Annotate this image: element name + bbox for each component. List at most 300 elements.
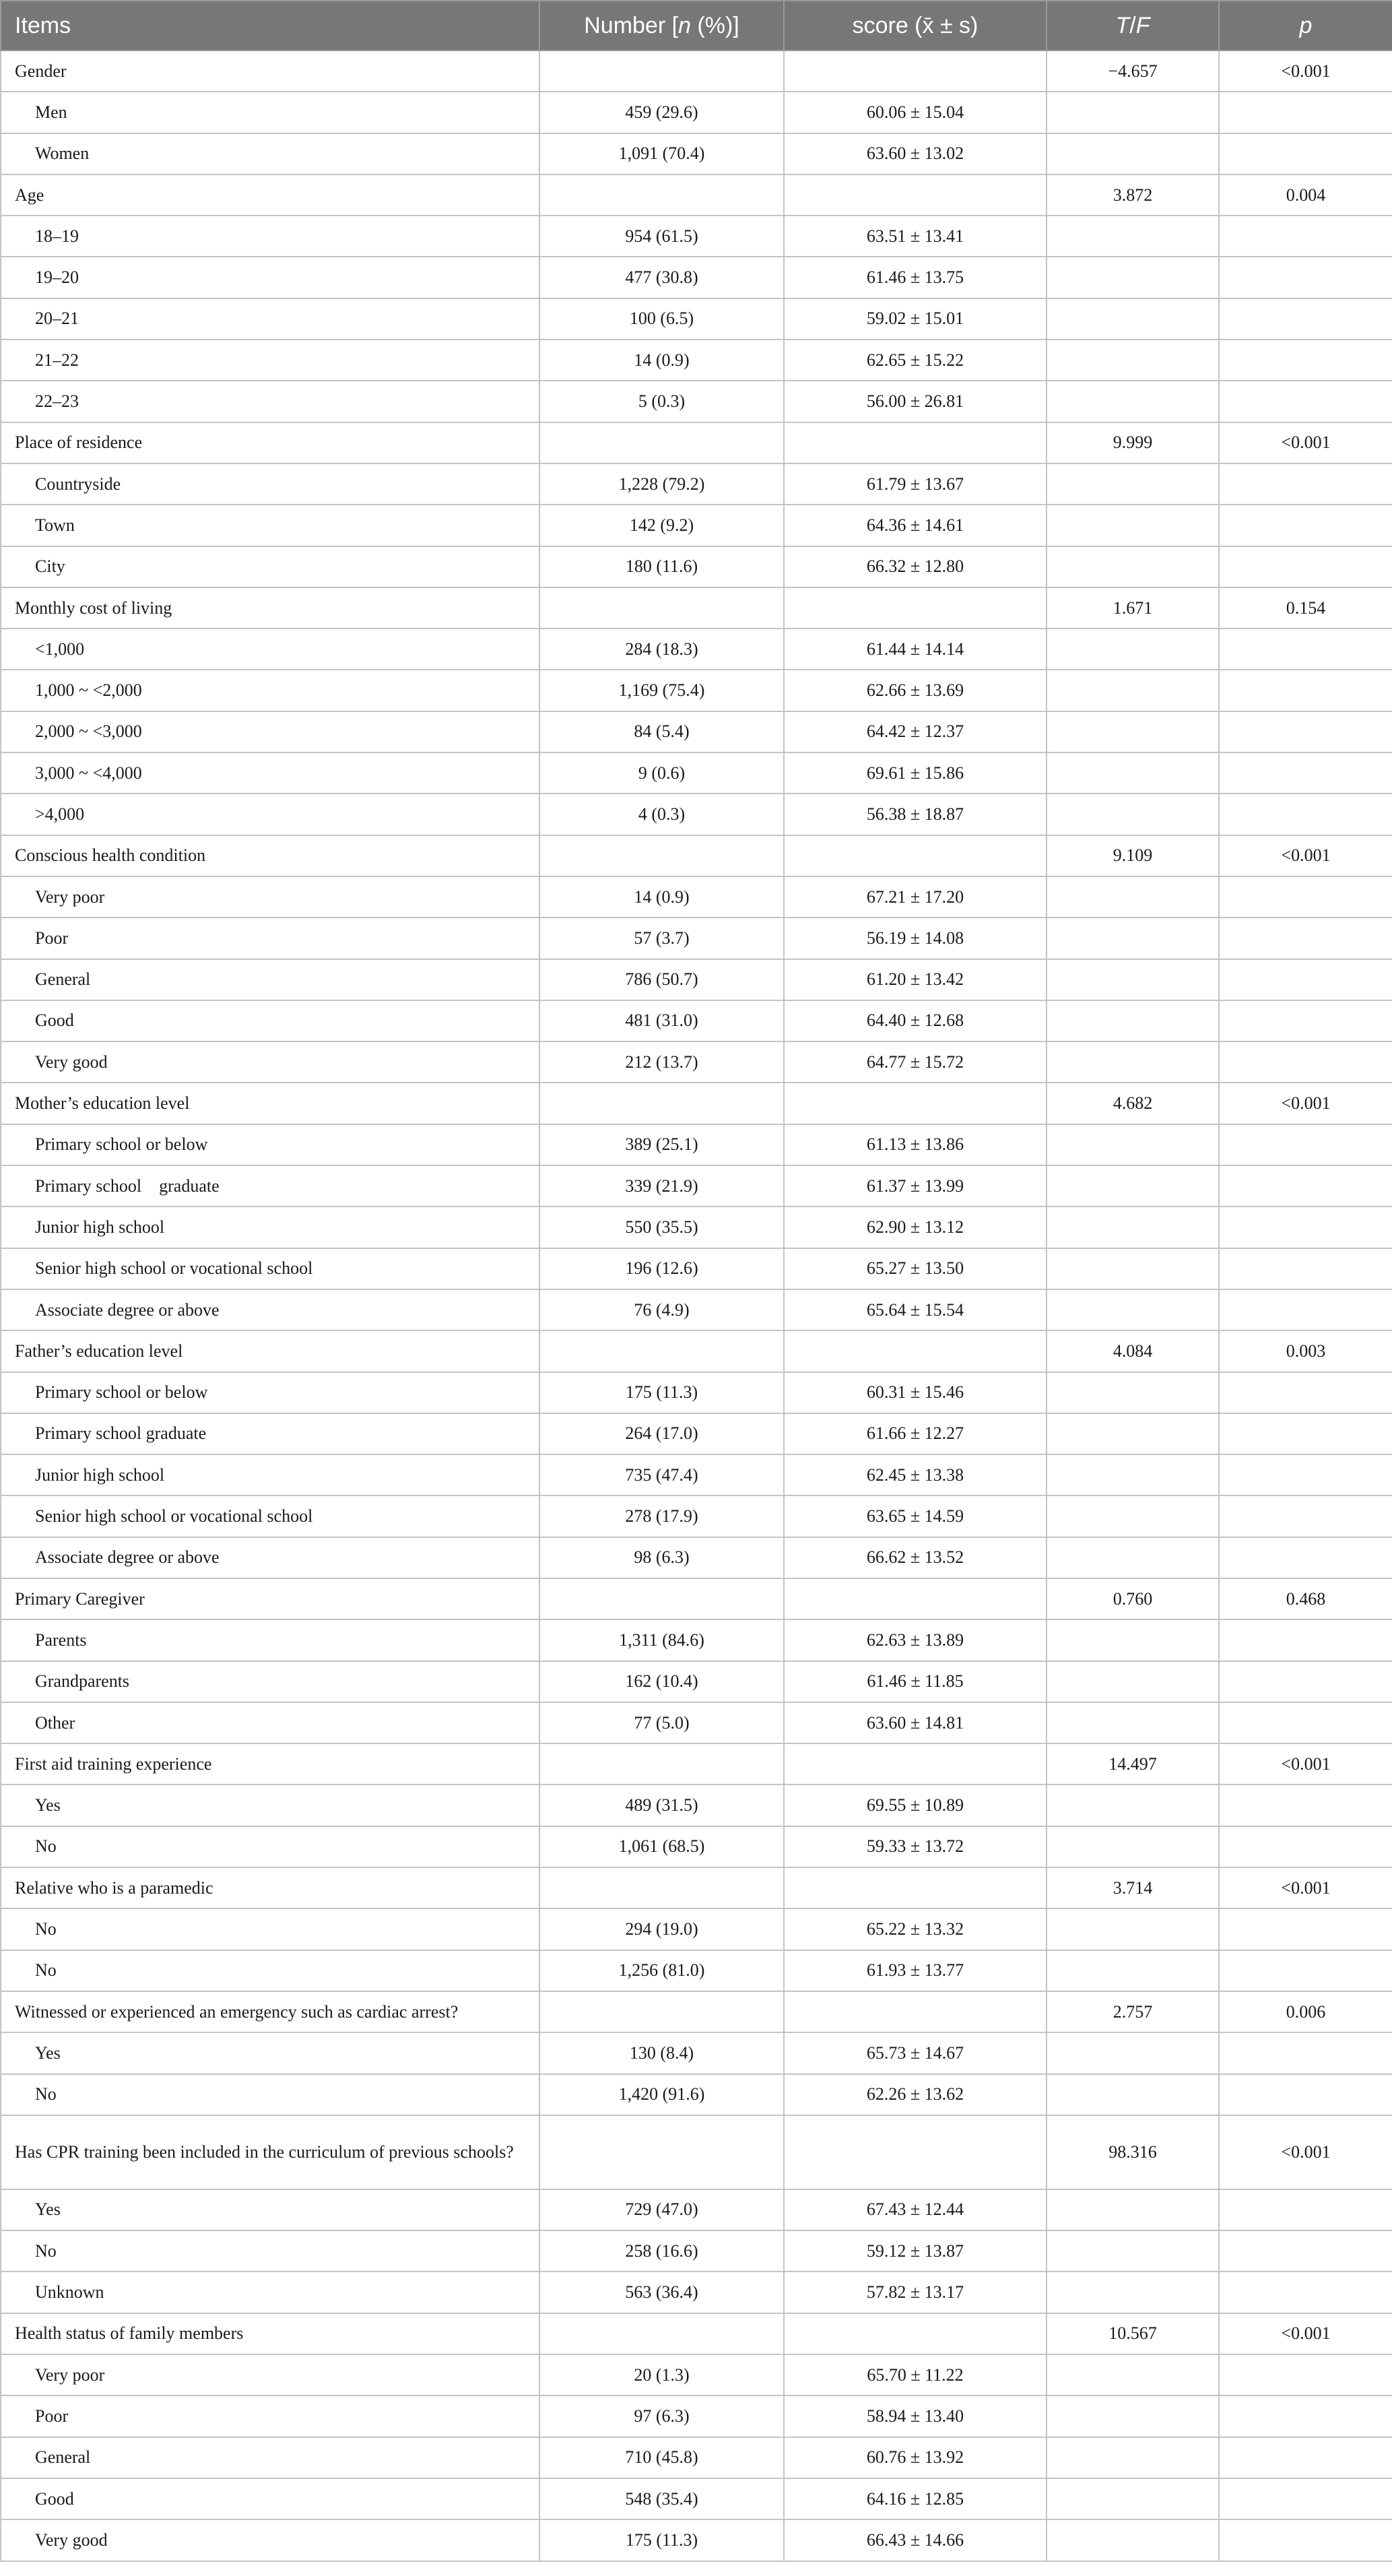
- row-number: 175 (11.3): [539, 2519, 784, 2561]
- row-score: 56.38 ± 18.87: [784, 794, 1047, 835]
- group-label: Relative who is a paramedic: [1, 1867, 539, 1908]
- row-number: 954 (61.5): [539, 216, 784, 257]
- group-number-cell: [539, 1083, 784, 1124]
- table-row: [1, 1702, 1392, 1743]
- row-tf-cell: [1047, 216, 1219, 257]
- row-number: 9 (0.6): [539, 752, 784, 794]
- table-row: [1, 1165, 1392, 1206]
- table-row: [1, 1784, 1392, 1826]
- row-score: 66.43 ± 14.66: [784, 2519, 1047, 2561]
- row-p-cell: [1219, 1784, 1392, 1826]
- group-number-cell: [539, 1867, 784, 1908]
- row-score: 56.19 ± 14.08: [784, 917, 1047, 959]
- row-number: 735 (47.4): [539, 1454, 784, 1495]
- table-row: [1, 876, 1392, 917]
- group-tf-value: 4.084: [1047, 1330, 1219, 1372]
- row-label: Town: [1, 505, 539, 546]
- group-label: Conscious health condition: [1, 835, 539, 876]
- row-label: Associate degree or above: [1, 1537, 539, 1578]
- group-row: [1, 174, 1392, 216]
- table-header: [1, 1, 1392, 51]
- group-row: [1, 1867, 1392, 1908]
- table-row: [1, 257, 1392, 298]
- row-number: 20 (1.3): [539, 2354, 784, 2395]
- group-row: [1, 587, 1392, 629]
- row-score: 61.46 ± 11.85: [784, 1661, 1047, 1702]
- row-number: 5 (0.3): [539, 381, 784, 422]
- row-label: Very poor: [1, 876, 539, 917]
- group-p-value: <0.001: [1219, 1743, 1392, 1784]
- row-p-cell: [1219, 1619, 1392, 1661]
- row-number: 130 (8.4): [539, 2032, 784, 2073]
- row-score: 57.82 ± 13.17: [784, 2272, 1047, 2313]
- row-score: 66.62 ± 13.52: [784, 1537, 1047, 1578]
- table-row: [1, 917, 1392, 959]
- group-tf-value: 3.714: [1047, 1867, 1219, 1908]
- row-number: 77 (5.0): [539, 1702, 784, 1743]
- group-row: [1, 422, 1392, 463]
- row-score: 63.65 ± 14.59: [784, 1495, 1047, 1537]
- header-p: p: [1219, 1, 1392, 51]
- row-label: 19–20: [1, 257, 539, 298]
- row-label: <1,000: [1, 629, 539, 670]
- group-p-value: 0.154: [1219, 587, 1392, 629]
- row-label: Very good: [1, 2519, 539, 2561]
- row-label: Unknown: [1, 2272, 539, 2313]
- row-number: 76 (4.9): [539, 1289, 784, 1330]
- row-label: Countryside: [1, 463, 539, 505]
- row-p-cell: [1219, 1495, 1392, 1537]
- row-tf-cell: [1047, 1413, 1219, 1454]
- row-tf-cell: [1047, 463, 1219, 505]
- row-tf-cell: [1047, 959, 1219, 1000]
- row-score: 64.77 ± 15.72: [784, 1041, 1047, 1083]
- row-number: 175 (11.3): [539, 1372, 784, 1413]
- row-number: 481 (31.0): [539, 1000, 784, 1041]
- row-label: Primary school or below: [1, 1372, 539, 1413]
- table-row: [1, 1495, 1392, 1537]
- group-label: Father’s education level: [1, 1330, 539, 1372]
- row-label: Good: [1, 1000, 539, 1041]
- group-score-cell: [784, 1083, 1047, 1124]
- table-row: [1, 2272, 1392, 2313]
- row-number: 1,311 (84.6): [539, 1619, 784, 1661]
- row-score: 63.60 ± 13.02: [784, 133, 1047, 174]
- table-row: [1, 1289, 1392, 1330]
- group-p-value: <0.001: [1219, 51, 1392, 92]
- row-score: 63.60 ± 14.81: [784, 1702, 1047, 1743]
- row-score: 60.76 ± 13.92: [784, 2437, 1047, 2478]
- row-p-cell: [1219, 2272, 1392, 2313]
- group-label: Has CPR training been included in the curriculum of previous schools?: [1, 2115, 539, 2189]
- row-p-cell: [1219, 546, 1392, 587]
- row-tf-cell: [1047, 133, 1219, 174]
- row-score: 61.93 ± 13.77: [784, 1950, 1047, 1991]
- group-row: [1, 1578, 1392, 1619]
- table-row: [1, 505, 1392, 546]
- group-p-value: 0.468: [1219, 1578, 1392, 1619]
- row-tf-cell: [1047, 1372, 1219, 1413]
- group-score-cell: [784, 835, 1047, 876]
- row-score: 61.13 ± 13.86: [784, 1124, 1047, 1165]
- row-p-cell: [1219, 2354, 1392, 2395]
- row-number: 459 (29.6): [539, 92, 784, 133]
- row-p-cell: [1219, 1537, 1392, 1578]
- group-number-cell: [539, 1743, 784, 1784]
- row-number: 162 (10.4): [539, 1661, 784, 1702]
- group-p-value: <0.001: [1219, 422, 1392, 463]
- row-score: 67.21 ± 17.20: [784, 876, 1047, 917]
- header-score: score (x̄ ± s): [784, 1, 1047, 51]
- group-p-value: <0.001: [1219, 835, 1392, 876]
- row-tf-cell: [1047, 794, 1219, 835]
- group-score-cell: [784, 587, 1047, 629]
- group-label: Gender: [1, 51, 539, 92]
- table-row: [1, 92, 1392, 133]
- row-p-cell: [1219, 1454, 1392, 1495]
- row-label: Junior high school: [1, 1454, 539, 1495]
- header-number-label: Number [: [584, 12, 679, 38]
- row-number: 1,169 (75.4): [539, 670, 784, 711]
- group-p-value: <0.001: [1219, 2313, 1392, 2354]
- row-label: >4,000: [1, 794, 539, 835]
- row-p-cell: [1219, 1908, 1392, 1950]
- row-number: 57 (3.7): [539, 917, 784, 959]
- row-tf-cell: [1047, 1041, 1219, 1083]
- row-label: No: [1, 1826, 539, 1867]
- row-number: 786 (50.7): [539, 959, 784, 1000]
- row-number: 1,256 (81.0): [539, 1950, 784, 1991]
- table-row: [1, 2478, 1392, 2519]
- row-p-cell: [1219, 1289, 1392, 1330]
- group-label: Witnessed or experienced an emergency such as cardiac arrest?: [1, 1991, 539, 2032]
- table-row: [1, 2230, 1392, 2272]
- group-row: [1, 2313, 1392, 2354]
- row-tf-cell: [1047, 1206, 1219, 1248]
- group-number-cell: [539, 2313, 784, 2354]
- group-tf-value: 3.872: [1047, 174, 1219, 216]
- row-p-cell: [1219, 133, 1392, 174]
- row-p-cell: [1219, 1000, 1392, 1041]
- group-label: Mother’s education level: [1, 1083, 539, 1124]
- row-label: Senior high school or vocational school: [1, 1495, 539, 1537]
- row-score: 65.27 ± 13.50: [784, 1248, 1047, 1289]
- table-row: [1, 340, 1392, 381]
- row-number: 97 (6.3): [539, 2395, 784, 2437]
- row-tf-cell: [1047, 2395, 1219, 2437]
- row-number: 278 (17.9): [539, 1495, 784, 1537]
- row-label: Other: [1, 1702, 539, 1743]
- group-tf-value: 1.671: [1047, 587, 1219, 629]
- row-label: Women: [1, 133, 539, 174]
- row-score: 60.31 ± 15.46: [784, 1372, 1047, 1413]
- row-score: 64.36 ± 14.61: [784, 505, 1047, 546]
- table-row: [1, 2074, 1392, 2115]
- group-row: [1, 835, 1392, 876]
- row-number: 14 (0.9): [539, 876, 784, 917]
- row-tf-cell: [1047, 340, 1219, 381]
- row-p-cell: [1219, 257, 1392, 298]
- group-score-cell: [784, 1991, 1047, 2032]
- group-row: [1, 1743, 1392, 1784]
- row-label: Poor: [1, 2395, 539, 2437]
- row-p-cell: [1219, 1124, 1392, 1165]
- row-p-cell: [1219, 2230, 1392, 2272]
- row-score: 58.94 ± 13.40: [784, 2395, 1047, 2437]
- row-label: Primary school or below: [1, 1124, 539, 1165]
- group-row: [1, 51, 1392, 92]
- row-tf-cell: [1047, 505, 1219, 546]
- row-tf-cell: [1047, 1165, 1219, 1206]
- row-number: 729 (47.0): [539, 2189, 784, 2230]
- row-tf-cell: [1047, 752, 1219, 794]
- table-row: [1, 216, 1392, 257]
- row-label: Men: [1, 92, 539, 133]
- row-score: 61.37 ± 13.99: [784, 1165, 1047, 1206]
- row-tf-cell: [1047, 1289, 1219, 1330]
- row-number: 1,228 (79.2): [539, 463, 784, 505]
- row-tf-cell: [1047, 711, 1219, 752]
- group-row: [1, 1083, 1392, 1124]
- row-p-cell: [1219, 463, 1392, 505]
- table-row: [1, 670, 1392, 711]
- group-label: Monthly cost of living: [1, 587, 539, 629]
- row-tf-cell: [1047, 1619, 1219, 1661]
- row-tf-cell: [1047, 629, 1219, 670]
- row-tf-cell: [1047, 298, 1219, 340]
- group-number-cell: [539, 1330, 784, 1372]
- row-score: 62.90 ± 13.12: [784, 1206, 1047, 1248]
- row-number: 258 (16.6): [539, 2230, 784, 2272]
- group-tf-value: 10.567: [1047, 2313, 1219, 2354]
- row-p-cell: [1219, 752, 1392, 794]
- group-p-value: 0.003: [1219, 1330, 1392, 1372]
- row-number: 4 (0.3): [539, 794, 784, 835]
- group-tf-value: 2.757: [1047, 1991, 1219, 2032]
- header-slash: /: [1129, 12, 1136, 38]
- row-label: City: [1, 546, 539, 587]
- table-row: [1, 2032, 1392, 2073]
- row-tf-cell: [1047, 917, 1219, 959]
- table-row: [1, 1537, 1392, 1578]
- row-score: 61.46 ± 13.75: [784, 257, 1047, 298]
- row-p-cell: [1219, 1661, 1392, 1702]
- row-label: Primary school graduate: [1, 1165, 539, 1206]
- group-score-cell: [784, 174, 1047, 216]
- group-score-cell: [784, 2313, 1047, 2354]
- table-row: [1, 1041, 1392, 1083]
- row-tf-cell: [1047, 1661, 1219, 1702]
- row-score: 61.66 ± 12.27: [784, 1413, 1047, 1454]
- group-score-cell: [784, 51, 1047, 92]
- row-label: Yes: [1, 2189, 539, 2230]
- group-tf-value: 98.316: [1047, 2115, 1219, 2189]
- row-p-cell: [1219, 381, 1392, 422]
- row-label: Yes: [1, 2032, 539, 2073]
- row-number: 284 (18.3): [539, 629, 784, 670]
- table-row: [1, 381, 1392, 422]
- row-label: Grandparents: [1, 1661, 539, 1702]
- row-p-cell: [1219, 505, 1392, 546]
- row-p-cell: [1219, 1413, 1392, 1454]
- table-row: [1, 1413, 1392, 1454]
- group-row: [1, 2115, 1392, 2189]
- row-score: 61.44 ± 14.14: [784, 629, 1047, 670]
- row-number: 142 (9.2): [539, 505, 784, 546]
- header-row: [1, 1, 1392, 51]
- table-row: [1, 794, 1392, 835]
- row-label: Poor: [1, 917, 539, 959]
- row-tf-cell: [1047, 2189, 1219, 2230]
- table-row: [1, 711, 1392, 752]
- row-number: 550 (35.5): [539, 1206, 784, 1248]
- row-number: 14 (0.9): [539, 340, 784, 381]
- group-score-cell: [784, 422, 1047, 463]
- row-score: 65.64 ± 15.54: [784, 1289, 1047, 1330]
- row-score: 61.79 ± 13.67: [784, 463, 1047, 505]
- group-score-cell: [784, 1330, 1047, 1372]
- row-score: 69.55 ± 10.89: [784, 1784, 1047, 1826]
- row-p-cell: [1219, 794, 1392, 835]
- row-score: 59.33 ± 13.72: [784, 1826, 1047, 1867]
- table-row: [1, 1454, 1392, 1495]
- row-p-cell: [1219, 1165, 1392, 1206]
- row-p-cell: [1219, 959, 1392, 1000]
- group-row: [1, 1991, 1392, 2032]
- row-label: Associate degree or above: [1, 1289, 539, 1330]
- row-label: Good: [1, 2478, 539, 2519]
- row-score: 62.26 ± 13.62: [784, 2074, 1047, 2115]
- row-label: Junior high school: [1, 1206, 539, 1248]
- row-p-cell: [1219, 216, 1392, 257]
- table-row: [1, 752, 1392, 794]
- row-label: Senior high school or vocational school: [1, 1248, 539, 1289]
- group-score-cell: [784, 2115, 1047, 2189]
- group-tf-value: 4.682: [1047, 1083, 1219, 1124]
- row-tf-cell: [1047, 1950, 1219, 1991]
- group-p-value: 0.004: [1219, 174, 1392, 216]
- row-number: 84 (5.4): [539, 711, 784, 752]
- row-number: 100 (6.5): [539, 298, 784, 340]
- table-row: [1, 1000, 1392, 1041]
- header-items: Items: [1, 1, 539, 51]
- table-row: [1, 1908, 1392, 1950]
- header-t: T: [1115, 12, 1130, 38]
- group-p-value: <0.001: [1219, 1867, 1392, 1908]
- row-number: 1,091 (70.4): [539, 133, 784, 174]
- row-score: 62.66 ± 13.69: [784, 670, 1047, 711]
- row-p-cell: [1219, 629, 1392, 670]
- row-p-cell: [1219, 1372, 1392, 1413]
- group-score-cell: [784, 1867, 1047, 1908]
- row-score: 65.73 ± 14.67: [784, 2032, 1047, 2073]
- table-row: [1, 298, 1392, 340]
- group-score-cell: [784, 1578, 1047, 1619]
- row-score: 62.65 ± 15.22: [784, 340, 1047, 381]
- row-p-cell: [1219, 670, 1392, 711]
- header-f: F: [1135, 12, 1150, 38]
- row-number: 1,061 (68.5): [539, 1826, 784, 1867]
- row-score: 59.02 ± 15.01: [784, 298, 1047, 340]
- row-score: 64.40 ± 12.68: [784, 1000, 1047, 1041]
- row-label: No: [1, 2074, 539, 2115]
- row-tf-cell: [1047, 1124, 1219, 1165]
- group-score-cell: [784, 1743, 1047, 1784]
- row-tf-cell: [1047, 381, 1219, 422]
- row-score: 66.32 ± 12.80: [784, 546, 1047, 587]
- row-p-cell: [1219, 2395, 1392, 2437]
- group-label: Health status of family members: [1, 2313, 539, 2354]
- row-number: 98 (6.3): [539, 1537, 784, 1578]
- row-tf-cell: [1047, 2437, 1219, 2478]
- row-number: 180 (11.6): [539, 546, 784, 587]
- row-label: 20–21: [1, 298, 539, 340]
- row-number: 339 (21.9): [539, 1165, 784, 1206]
- row-number: 489 (31.5): [539, 1784, 784, 1826]
- row-p-cell: [1219, 340, 1392, 381]
- row-label: 22–23: [1, 381, 539, 422]
- table-row: [1, 463, 1392, 505]
- row-tf-cell: [1047, 2478, 1219, 2519]
- group-p-value: 0.006: [1219, 1991, 1392, 2032]
- row-p-cell: [1219, 2074, 1392, 2115]
- row-tf-cell: [1047, 1826, 1219, 1867]
- table-body: [1, 51, 1392, 2561]
- header-number-tail: (%)]: [690, 12, 739, 38]
- table-row: [1, 2354, 1392, 2395]
- group-p-value: <0.001: [1219, 1083, 1392, 1124]
- row-label: 1,000 ~ <2,000: [1, 670, 539, 711]
- group-number-cell: [539, 587, 784, 629]
- row-tf-cell: [1047, 2354, 1219, 2395]
- row-tf-cell: [1047, 2272, 1219, 2313]
- row-tf-cell: [1047, 1908, 1219, 1950]
- table-row: [1, 1206, 1392, 1248]
- row-label: 18–19: [1, 216, 539, 257]
- group-number-cell: [539, 51, 784, 92]
- row-tf-cell: [1047, 670, 1219, 711]
- table-row: [1, 2189, 1392, 2230]
- row-score: 65.70 ± 11.22: [784, 2354, 1047, 2395]
- group-tf-value: 9.109: [1047, 835, 1219, 876]
- row-p-cell: [1219, 917, 1392, 959]
- table-row: [1, 1372, 1392, 1413]
- row-label: 2,000 ~ <3,000: [1, 711, 539, 752]
- row-p-cell: [1219, 2189, 1392, 2230]
- row-tf-cell: [1047, 1454, 1219, 1495]
- row-tf-cell: [1047, 92, 1219, 133]
- table-row: [1, 1124, 1392, 1165]
- group-number-cell: [539, 1991, 784, 2032]
- group-tf-value: 0.760: [1047, 1578, 1219, 1619]
- row-p-cell: [1219, 1248, 1392, 1289]
- row-p-cell: [1219, 711, 1392, 752]
- row-label: No: [1, 1908, 539, 1950]
- row-label: General: [1, 2437, 539, 2478]
- row-tf-cell: [1047, 876, 1219, 917]
- group-tf-value: 14.497: [1047, 1743, 1219, 1784]
- row-tf-cell: [1047, 1702, 1219, 1743]
- row-label: No: [1, 1950, 539, 1991]
- table-row: [1, 1619, 1392, 1661]
- row-p-cell: [1219, 1206, 1392, 1248]
- row-label: Primary school graduate: [1, 1413, 539, 1454]
- table-row: [1, 133, 1392, 174]
- row-tf-cell: [1047, 2032, 1219, 2073]
- row-label: 21–22: [1, 340, 539, 381]
- table-row: [1, 2519, 1392, 2561]
- row-number: 1,420 (91.6): [539, 2074, 784, 2115]
